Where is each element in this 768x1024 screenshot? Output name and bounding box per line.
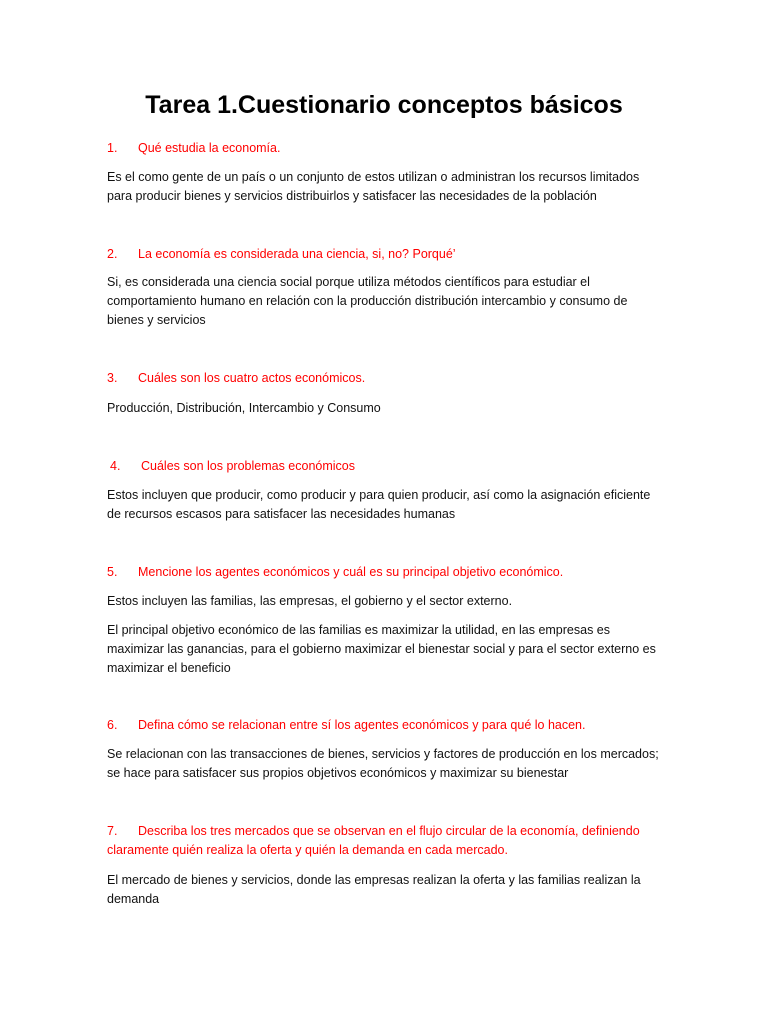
question-number: 2. xyxy=(107,247,118,261)
question-2 xyxy=(107,245,667,264)
question-text: Cuáles son los problemas económicos xyxy=(141,459,355,473)
question-number: 7. xyxy=(107,824,118,838)
answer-4: Estos incluyen que producir, como producir y para quien producir, así como la asignación eficiente de recursos escasos para satisfacer las necesidades humanas xyxy=(107,488,651,521)
answer-6: Se relacionan con las transacciones de bienes, servicios y factores de producción en los mercados; se hace para satisfacer sus propios objetivos económicos y maximizar su bienestar xyxy=(107,747,659,780)
question-6 xyxy=(107,716,667,735)
question-text: Cuáles son los cuatro actos económicos. xyxy=(138,371,366,385)
answer-2: Si, es considerada una ciencia social porque utiliza métodos científicos para estudiar el comportamiento humano en relación con la producción distribución intercambio y consumo de bienes y servicios xyxy=(107,275,628,327)
question-number: 3. xyxy=(107,371,118,385)
question-text: Mencione los agentes económicos y cuál es su principal objetivo económico. xyxy=(138,565,564,579)
question-7 xyxy=(107,822,667,860)
answer-1: Es el como gente de un país o un conjunto de estos utilizan o administran los recursos limitados para producir bienes y servicios distribuirlos y satisfacer las necesidades de la población xyxy=(107,170,640,203)
question-4 xyxy=(110,457,670,476)
answer-5a: Estos incluyen las familias, las empresas, el gobierno y el sector externo. xyxy=(107,594,513,608)
answer-5b: El principal objetivo económico de las familias es maximizar la utilidad, en las empresas es maximizar las ganancias, para el gobierno maximizar el bienestar social y para el sector externo es maximizar el beneficio xyxy=(107,623,656,675)
page-title: Tarea 1.Cuestionario conceptos básicos xyxy=(145,91,623,119)
question-number: 1. xyxy=(107,141,118,155)
question-number: 6. xyxy=(107,718,118,732)
question-text: La economía es considerada una ciencia, si, no? Porqué’ xyxy=(138,247,456,261)
answer-3: Producción, Distribución, Intercambio y Consumo xyxy=(107,401,381,415)
answer-7: El mercado de bienes y servicios, donde las empresas realizan la oferta y las familias realizan la demanda xyxy=(107,873,641,906)
question-5 xyxy=(107,563,667,582)
question-text: Describa los tres mercados que se observan en el flujo circular de la economía, definiendo claramente quién realiza la oferta y quién la demanda en cada mercado. xyxy=(107,824,640,857)
question-number: 4. xyxy=(110,459,121,473)
question-3 xyxy=(107,369,667,388)
question-1 xyxy=(107,139,667,158)
question-number: 5. xyxy=(107,565,118,579)
question-text: Qué estudia la economía. xyxy=(138,141,281,155)
question-text: Defina cómo se relacionan entre sí los agentes económicos y para qué lo hacen. xyxy=(138,718,586,732)
